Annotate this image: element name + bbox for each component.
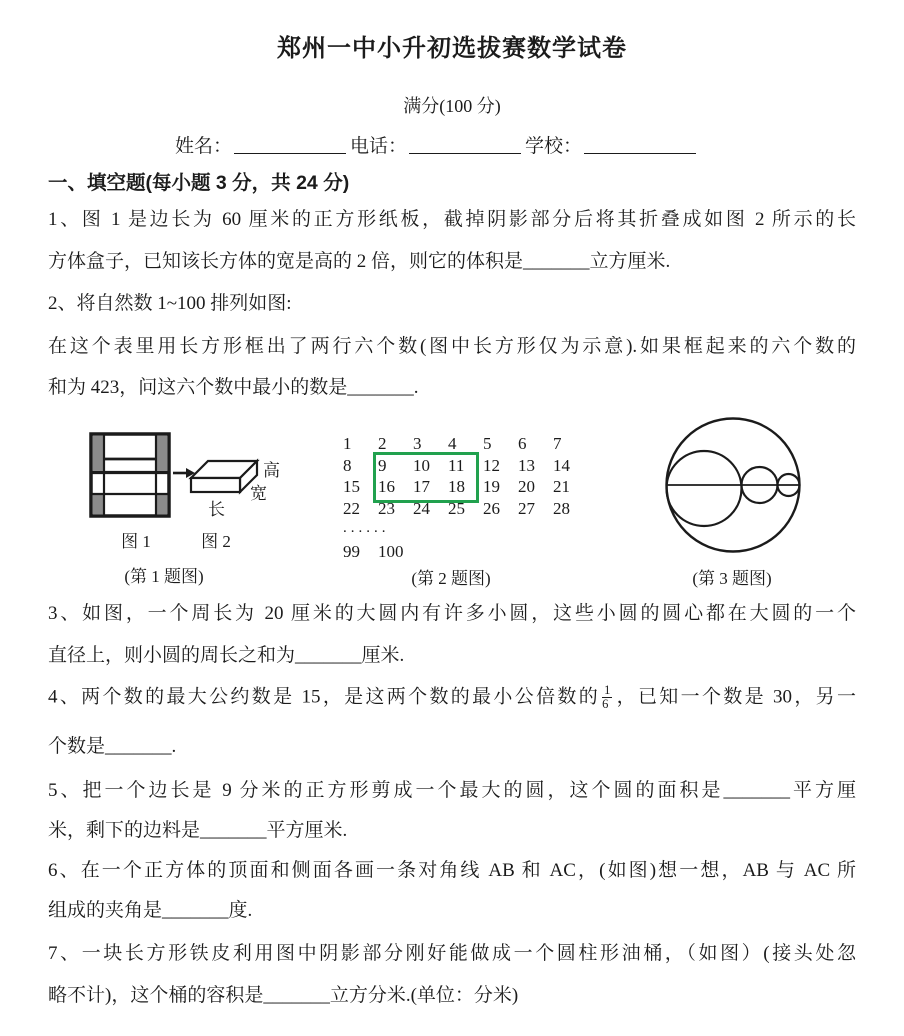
highlight-rectangle [373, 452, 479, 503]
q4-line1-pre: 4、两个数的最大公约数是 15，是这两个数的最小公倍数的 [48, 686, 601, 708]
circles-figure [663, 415, 803, 555]
name-blank-line [234, 133, 346, 154]
section-heading-fill-in-blanks: 一、填空题(每小题 3 分，共 24 分) [48, 172, 350, 194]
q6-line1: 6、在一个正方体的顶面和侧面各画一条对角线 AB 和 AC，(如图)想一想，AB 与 AC 所 [48, 860, 856, 881]
fraction-denominator: 6 [602, 697, 609, 712]
q5-line1: 5、把一个边长是 9 分米的正方形剪成一个最大的圆，这个圆的面积是_______平方厘 [48, 780, 856, 801]
number-row: 1 2 3 4 5 6 7 [343, 434, 562, 453]
school-blank-line [584, 133, 696, 154]
width-label: 宽 [250, 484, 267, 503]
number-grid-figure [343, 434, 593, 564]
q2-line1: 在这个表里用长方形框出了两行六个数(图中长方形仅为示意).如果框起来的六个数的 [48, 336, 856, 357]
student-info-line [175, 131, 700, 158]
phone-blank-line [409, 133, 521, 154]
number-row: 15 16 17 18 19 20 21 [343, 477, 570, 496]
fig2-caption: 图 2 [201, 532, 231, 551]
ellipsis-row: ...... [343, 520, 390, 536]
q1-line1: 1、图 1 是边长为 60 厘米的正方形纸板，截掉阴影部分后将其折叠成如图 2 所示的长 [48, 209, 856, 230]
q3-line2: 直径上，则小圆的周长之和为_______厘米. [48, 645, 405, 666]
q7-line1: 7、一块长方形铁皮利用图中阴影部分刚好能做成一个圆柱形油桶，（如图）(接头处忽 [48, 943, 856, 964]
full-score-subtitle: 满分(100 分) [403, 96, 501, 116]
q6-line2: 组成的夹角是_______度. [48, 900, 253, 921]
name-label: 姓名： [175, 136, 233, 157]
q7-line2: 略不计)，这个桶的容积是_______立方分米.(单位：分米) [48, 985, 519, 1006]
q1-figure-caption: (第 1 题图) [124, 567, 204, 586]
phone-label: 电话： [350, 136, 408, 157]
q1-line2: 方体盒子，已知该长方体的宽是高的 2 倍，则它的体积是_______立方厘米. [48, 251, 671, 272]
school-label: 学校： [525, 136, 583, 157]
number-row: 8 9 10 11 12 13 14 [343, 455, 570, 475]
q4-line2: 个数是_______. [48, 736, 177, 757]
q2-line2: 和为 423，问这六个数中最小的数是_______. [48, 377, 419, 398]
q2-figure-caption: (第 2 题图) [411, 569, 491, 588]
number-row-last: 99 100 [343, 542, 404, 561]
page-title: 郑州一中小升初选拔赛数学试卷 [277, 35, 627, 62]
q4-line1 [48, 684, 856, 711]
q3-line1: 3、如图，一个周长为 20 厘米的大圆内有许多小圆，这些小圆的圆心都在大圆的一个 [48, 603, 856, 624]
fig1-caption: 图 1 [121, 532, 151, 551]
q4-line1-post: ，已知一个数是 30，另一 [614, 686, 856, 708]
length-label: 长 [208, 500, 225, 519]
q3-figure-caption: (第 3 题图) [692, 569, 772, 588]
q5-line2: 米，剩下的边料是_______平方厘米. [48, 820, 348, 841]
fraction-numerator: 1 [604, 683, 611, 697]
number-row: 22 23 24 25 26 27 28 [343, 498, 570, 518]
square-net-figure [89, 432, 171, 518]
fraction-one-sixth [602, 684, 612, 711]
height-label: 高 [263, 461, 280, 480]
q2-intro: 2、将自然数 1~100 排列如图: [48, 293, 292, 314]
